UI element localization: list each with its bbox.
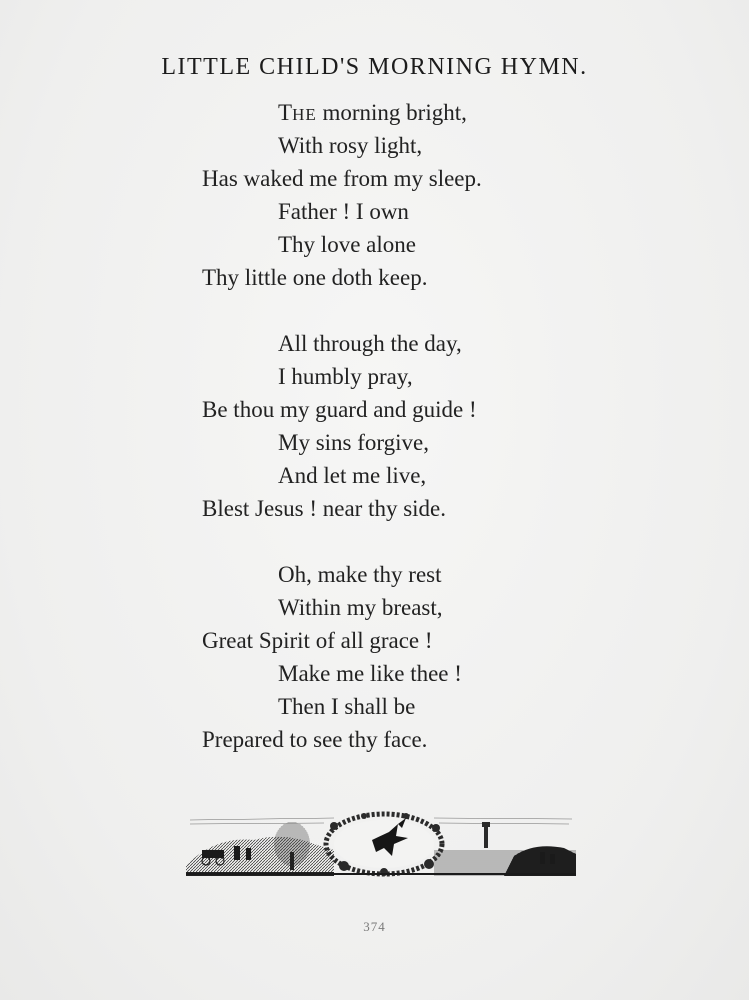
poem-line: Thy love alone bbox=[278, 232, 416, 257]
poem-line: All through the day, bbox=[278, 331, 462, 356]
poem-line: Within my breast, bbox=[278, 595, 443, 620]
line-text: morning bright, bbox=[316, 100, 467, 125]
poem-line: Thy little one doth keep. bbox=[202, 265, 428, 290]
poem-line: And let me live, bbox=[278, 463, 427, 488]
poem-line: I humbly pray, bbox=[278, 364, 413, 389]
poem-line: Be thou my guard and guide ! bbox=[202, 397, 477, 422]
poem-line: Then I shall be bbox=[278, 694, 416, 719]
poem-line: Prepared to see thy face. bbox=[202, 727, 428, 752]
poem-line: Father ! I own bbox=[278, 199, 409, 224]
engraved-vignette-icon bbox=[184, 806, 580, 878]
drop-letter: T bbox=[278, 100, 293, 125]
stanza-2 bbox=[0, 327, 749, 525]
poem-line: With rosy light, bbox=[278, 133, 423, 158]
stanza-3 bbox=[0, 558, 749, 756]
poem-line: My sins forgive, bbox=[278, 430, 429, 455]
poem-line: Oh, make thy rest bbox=[278, 562, 442, 587]
small-caps: HE bbox=[292, 105, 317, 124]
page-number: 374 bbox=[363, 919, 386, 934]
poem-line: Make me like thee ! bbox=[278, 661, 462, 686]
poem-line: Blest Jesus ! near thy side. bbox=[202, 496, 447, 521]
poem-line bbox=[0, 96, 749, 129]
poem-line: Great Spirit of all grace ! bbox=[202, 628, 433, 653]
stanza-1 bbox=[0, 96, 749, 294]
poem-body bbox=[0, 96, 749, 789]
poem-title: LITTLE CHILD'S MORNING HYMN. bbox=[161, 54, 588, 80]
poem-line: Has waked me from my sleep. bbox=[202, 166, 482, 191]
